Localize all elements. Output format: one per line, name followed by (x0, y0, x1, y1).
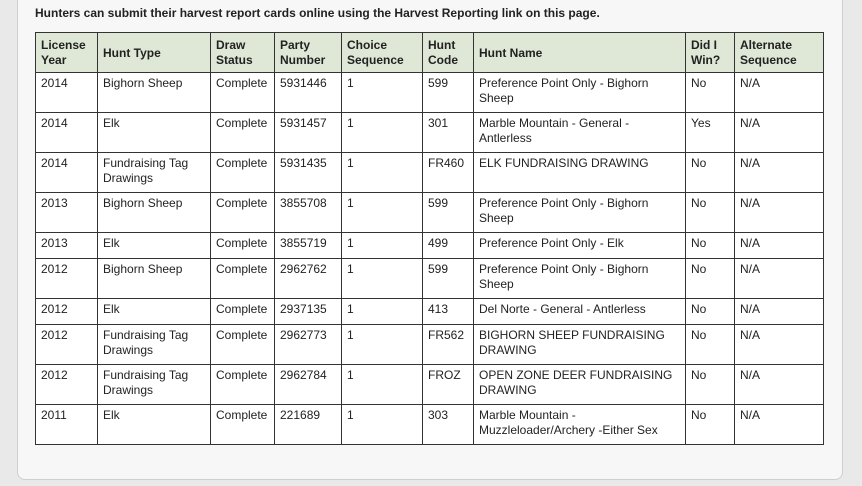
cell-hunt-name: Marble Mountain - General - Antlerless (474, 113, 686, 153)
cell-choice-sequence: 1 (342, 113, 423, 153)
col-choice-sequence: Choice Sequence (342, 33, 423, 73)
col-draw-status: Draw Status (211, 33, 275, 73)
cell-did-i-win: No (686, 365, 735, 405)
cell-hunt-type: Elk (98, 233, 211, 259)
table-row (36, 233, 824, 259)
cell-did-i-win: No (686, 153, 735, 193)
cell-hunt-name: Preference Point Only - Elk (474, 233, 686, 259)
col-hunt-type: Hunt Type (98, 33, 211, 73)
cell-choice-sequence: 1 (342, 193, 423, 233)
cell-draw-status: Complete (211, 299, 275, 325)
cell-draw-status: Complete (211, 193, 275, 233)
cell-alternate-sequence: N/A (735, 73, 824, 113)
table-row (36, 365, 824, 405)
cell-party-number: 5931457 (275, 113, 342, 153)
cell-hunt-type: Elk (98, 405, 211, 445)
cell-hunt-code: 599 (423, 193, 474, 233)
table-row (36, 405, 824, 445)
cell-alternate-sequence: N/A (735, 299, 824, 325)
cell-alternate-sequence: N/A (735, 153, 824, 193)
cell-choice-sequence: 1 (342, 325, 423, 365)
cell-hunt-code: 599 (423, 73, 474, 113)
cell-hunt-name: BIGHORN SHEEP FUNDRAISING DRAWING (474, 325, 686, 365)
cell-license-year: 2012 (36, 259, 98, 299)
intro-text: Hunters can submit their harvest report cards online using the Harvest Reporting link on this page. (35, 6, 600, 20)
cell-hunt-type: Fundraising Tag Drawings (98, 365, 211, 405)
cell-draw-status: Complete (211, 365, 275, 405)
cell-choice-sequence: 1 (342, 365, 423, 405)
cell-did-i-win: No (686, 259, 735, 299)
cell-did-i-win: Yes (686, 113, 735, 153)
cell-hunt-code: 599 (423, 259, 474, 299)
cell-choice-sequence: 1 (342, 299, 423, 325)
cell-hunt-type: Bighorn Sheep (98, 193, 211, 233)
col-party-number: Party Number (275, 33, 342, 73)
table-row (36, 193, 824, 233)
cell-party-number: 221689 (275, 405, 342, 445)
table-row (36, 299, 824, 325)
cell-choice-sequence: 1 (342, 233, 423, 259)
table-row (36, 259, 824, 299)
cell-hunt-type: Elk (98, 299, 211, 325)
table-header-row (36, 33, 824, 73)
cell-party-number: 2962784 (275, 365, 342, 405)
cell-license-year: 2012 (36, 325, 98, 365)
cell-hunt-code: FR562 (423, 325, 474, 365)
cell-license-year: 2011 (36, 405, 98, 445)
cell-hunt-code: FR460 (423, 153, 474, 193)
cell-hunt-type: Fundraising Tag Drawings (98, 153, 211, 193)
cell-hunt-code: 303 (423, 405, 474, 445)
cell-license-year: 2013 (36, 193, 98, 233)
cell-hunt-name: Del Norte - General - Antlerless (474, 299, 686, 325)
cell-party-number: 2962762 (275, 259, 342, 299)
cell-choice-sequence: 1 (342, 73, 423, 113)
cell-hunt-type: Elk (98, 113, 211, 153)
cell-party-number: 3855708 (275, 193, 342, 233)
cell-license-year: 2014 (36, 113, 98, 153)
cell-alternate-sequence: N/A (735, 405, 824, 445)
cell-hunt-type: Fundraising Tag Drawings (98, 325, 211, 365)
cell-draw-status: Complete (211, 405, 275, 445)
cell-hunt-code: 499 (423, 233, 474, 259)
cell-hunt-name: Marble Mountain - Muzzleloader/Archery -Either Sex (474, 405, 686, 445)
cell-hunt-name: ELK FUNDRAISING DRAWING (474, 153, 686, 193)
table-row (36, 73, 824, 113)
cell-license-year: 2012 (36, 299, 98, 325)
cell-license-year: 2012 (36, 365, 98, 405)
cell-did-i-win: No (686, 325, 735, 365)
col-did-i-win: Did I Win? (686, 33, 735, 73)
table-row (36, 113, 824, 153)
cell-did-i-win: No (686, 193, 735, 233)
cell-choice-sequence: 1 (342, 153, 423, 193)
table-row (36, 153, 824, 193)
cell-alternate-sequence: N/A (735, 113, 824, 153)
cell-alternate-sequence: N/A (735, 193, 824, 233)
cell-license-year: 2014 (36, 73, 98, 113)
cell-hunt-code: 301 (423, 113, 474, 153)
cell-did-i-win: No (686, 405, 735, 445)
cell-party-number: 2937135 (275, 299, 342, 325)
cell-did-i-win: No (686, 73, 735, 113)
cell-alternate-sequence: N/A (735, 365, 824, 405)
cell-did-i-win: No (686, 299, 735, 325)
col-hunt-name: Hunt Name (474, 33, 686, 73)
draw-results-table (35, 32, 824, 445)
cell-hunt-name: Preference Point Only - Bighorn Sheep (474, 259, 686, 299)
cell-draw-status: Complete (211, 153, 275, 193)
cell-hunt-code: 413 (423, 299, 474, 325)
cell-choice-sequence: 1 (342, 259, 423, 299)
col-hunt-code: Hunt Code (423, 33, 474, 73)
cell-did-i-win: No (686, 233, 735, 259)
cell-draw-status: Complete (211, 233, 275, 259)
cell-alternate-sequence: N/A (735, 233, 824, 259)
cell-alternate-sequence: N/A (735, 259, 824, 299)
cell-hunt-name: Preference Point Only - Bighorn Sheep (474, 193, 686, 233)
cell-alternate-sequence: N/A (735, 325, 824, 365)
cell-party-number: 3855719 (275, 233, 342, 259)
cell-party-number: 2962773 (275, 325, 342, 365)
col-license-year: License Year (36, 33, 98, 73)
table-row (36, 325, 824, 365)
col-alternate-sequence: Alternate Sequence (735, 33, 824, 73)
cell-choice-sequence: 1 (342, 405, 423, 445)
cell-draw-status: Complete (211, 73, 275, 113)
cell-party-number: 5931446 (275, 73, 342, 113)
cell-draw-status: Complete (211, 259, 275, 299)
cell-party-number: 5931435 (275, 153, 342, 193)
cell-hunt-name: OPEN ZONE DEER FUNDRAISING DRAWING (474, 365, 686, 405)
cell-hunt-type: Bighorn Sheep (98, 259, 211, 299)
cell-hunt-type: Bighorn Sheep (98, 73, 211, 113)
cell-draw-status: Complete (211, 325, 275, 365)
cell-license-year: 2014 (36, 153, 98, 193)
cell-draw-status: Complete (211, 113, 275, 153)
cell-license-year: 2013 (36, 233, 98, 259)
cell-hunt-code: FROZ (423, 365, 474, 405)
cell-hunt-name: Preference Point Only - Bighorn Sheep (474, 73, 686, 113)
